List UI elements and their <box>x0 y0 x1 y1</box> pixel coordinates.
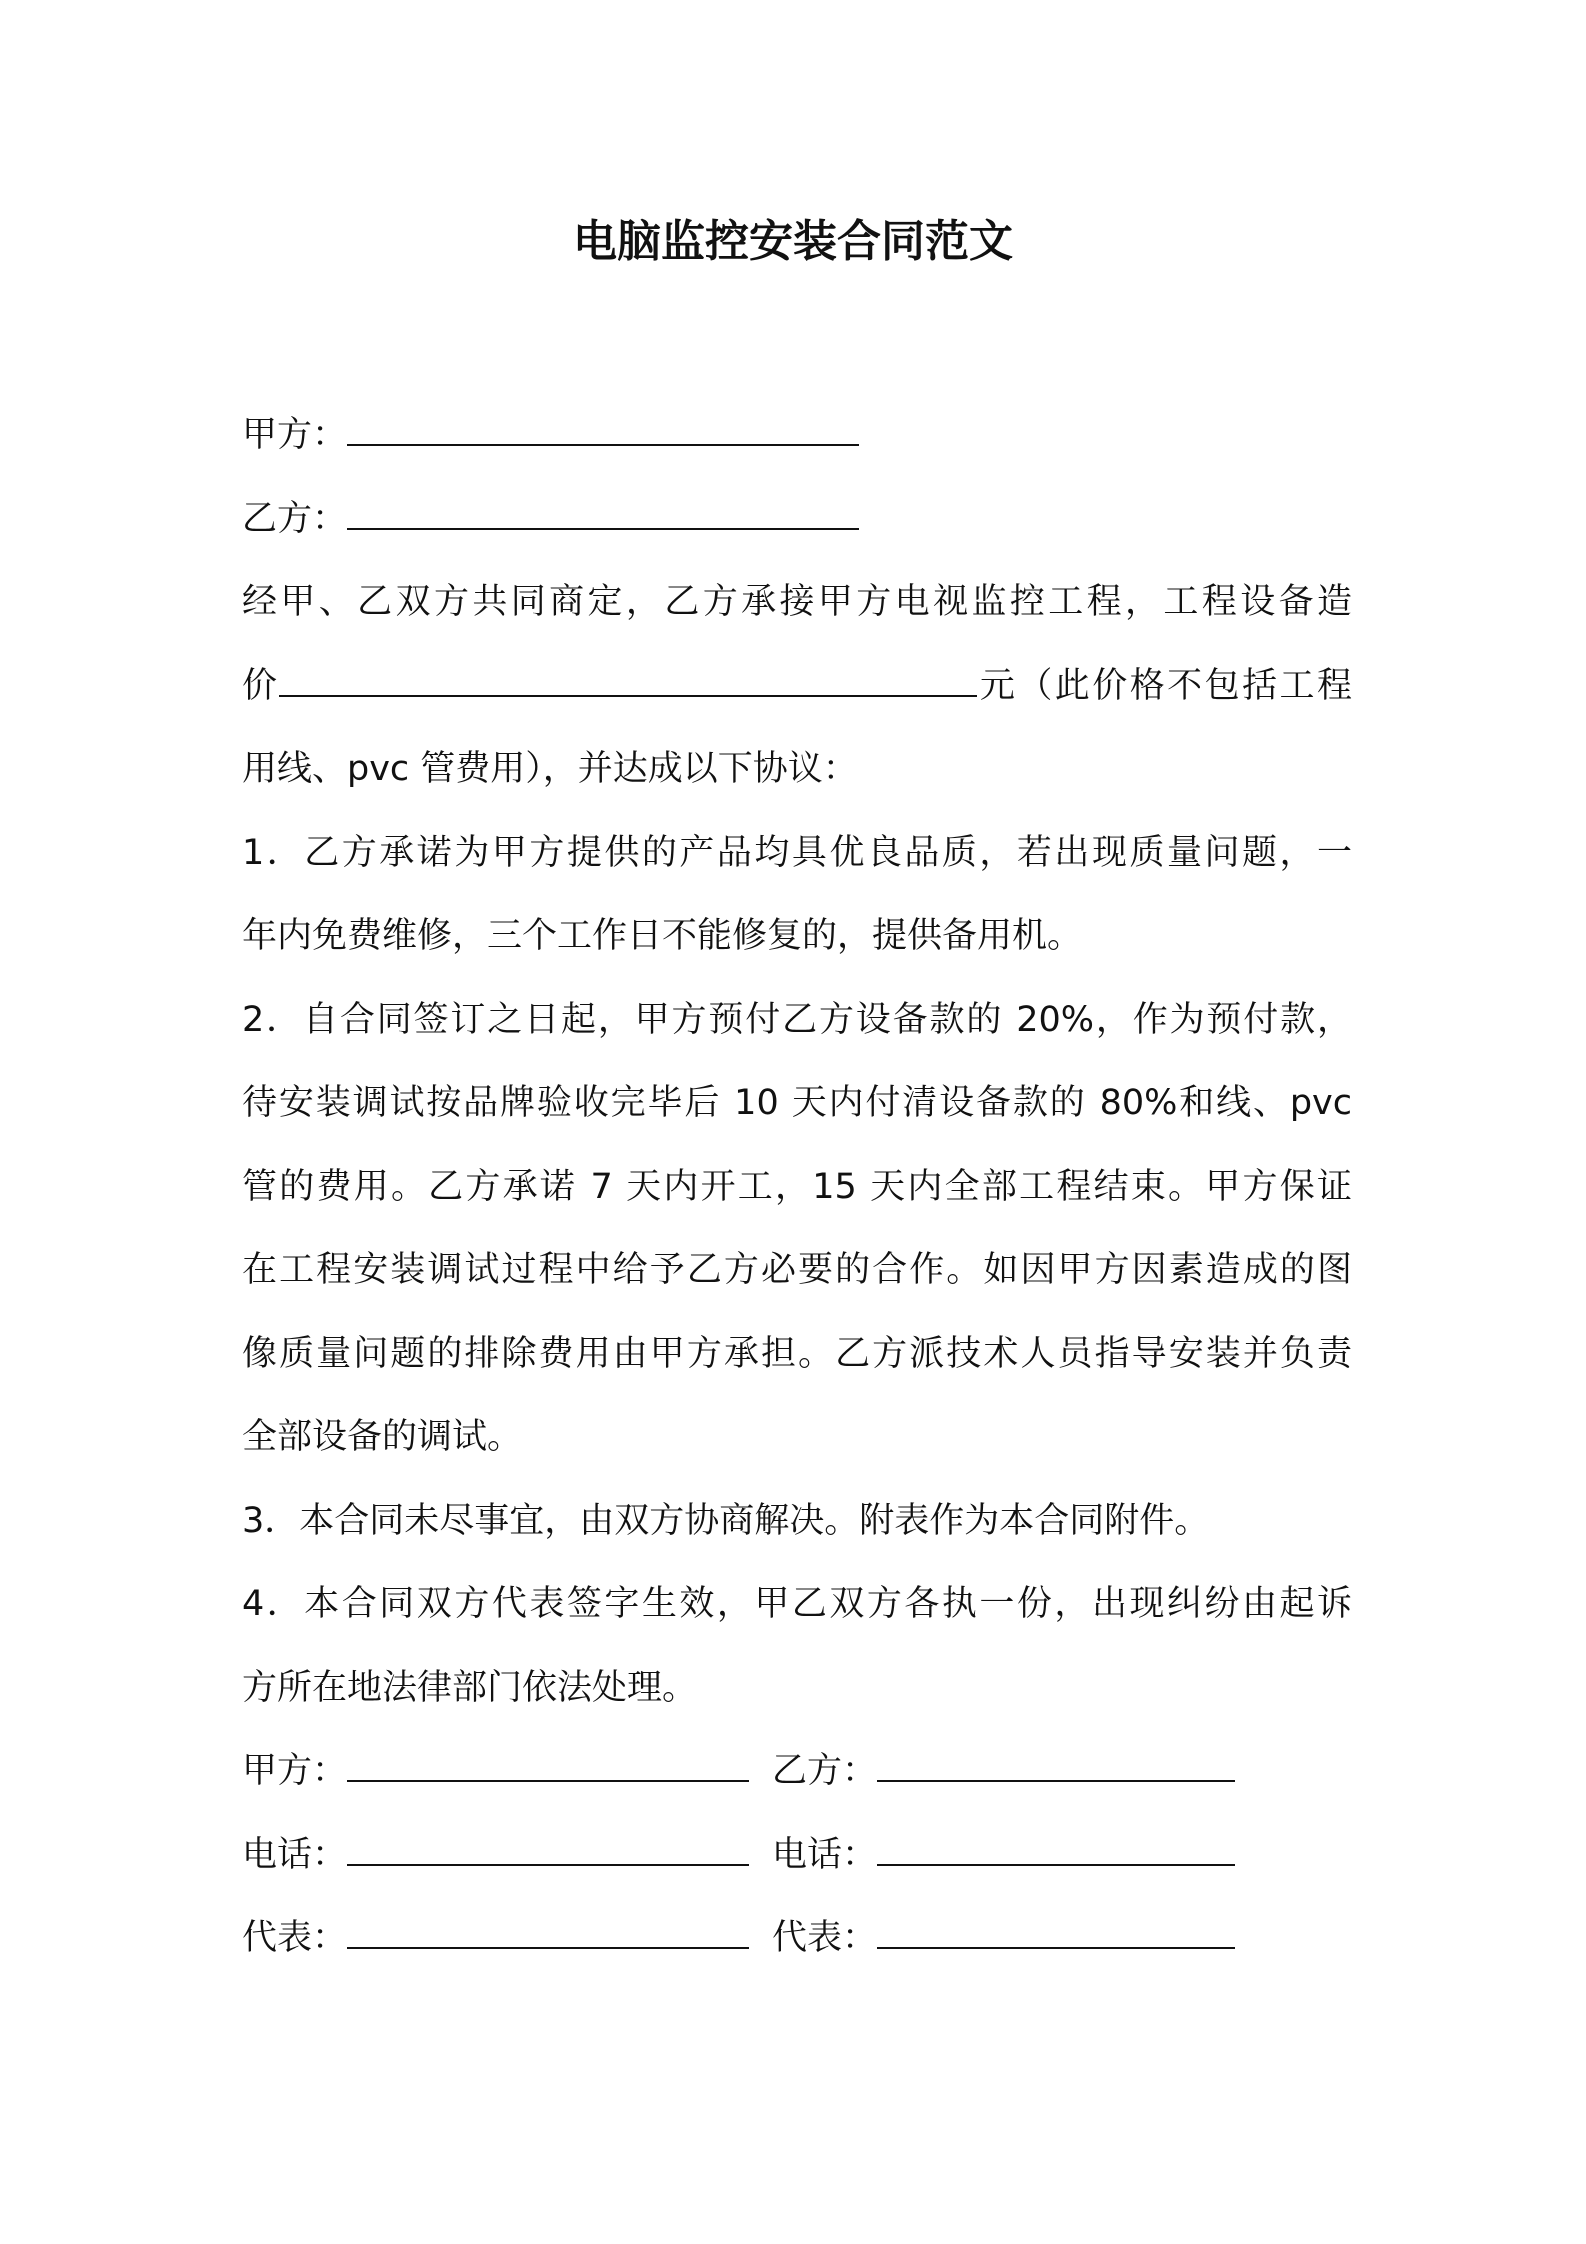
clause-4-line-1: 4．本合同双方代表签字生效，甲乙双方各执一份，出现纠纷由起诉 <box>242 1584 1352 1624</box>
party-a-line <box>242 405 1352 489</box>
clause-2-line-6: 全部设备的调试。 <box>242 1417 523 1457</box>
document-title: 电脑监控安装合同范文 <box>573 216 1013 267</box>
intro-line-3: 用线、pvc 管费用），并达成以下协议： <box>242 749 858 789</box>
clause-2-line-3: 管的费用。乙方承诺 7 天内开工，15 天内全部工程结束。甲方保证 <box>242 1166 1352 1207</box>
clause-2-line-2: 待安装调试按品牌验收完毕后 10 天内付清设备款的 80%和线、pvc <box>242 1083 1352 1123</box>
party-b-line <box>242 489 1352 573</box>
intro-line-2 <box>242 656 1352 740</box>
signature-rep-a-label: 代表： <box>242 1918 348 1958</box>
signature-rep-b-label: 代表： <box>772 1918 878 1958</box>
party-b-blank <box>347 502 859 530</box>
signature-phone-b-blank <box>877 1838 1235 1866</box>
intro-line-1: 经甲、乙双方共同商定，乙方承接甲方电视监控工程，工程设备造 <box>242 582 1352 622</box>
clause-1-line-2: 年内免费维修，三个工作日不能修复的，提供备用机。 <box>242 916 1083 956</box>
clause-3-line-1: 3．本合同未尽事宜，由双方协商解决。附表作为本合同附件。 <box>242 1500 1210 1541</box>
clause-2-line-5: 像质量问题的排除费用由甲方承担。乙方派技术人员指导安装并负责 <box>242 1333 1352 1374</box>
signature-party-a-blank <box>347 1754 749 1782</box>
signature-row-party <box>242 1741 1352 1825</box>
signature-rep-a <box>242 1908 749 1968</box>
signature-party-b <box>772 1741 1235 1801</box>
signature-party-a-label: 甲方： <box>242 1751 348 1791</box>
signature-party-b-label: 乙方： <box>772 1751 878 1791</box>
clause-4-line-2: 方所在地法律部门依法处理。 <box>242 1667 698 1708</box>
clause-2-line-4: 在工程安装调试过程中给予乙方必要的合作。如因甲方因素造成的图 <box>242 1250 1352 1290</box>
price-suffix: 元（此价格不包括工程 <box>977 665 1352 706</box>
signature-phone-a-label: 电话： <box>242 1834 348 1875</box>
signature-phone-b-label: 电话： <box>772 1834 878 1875</box>
price-prefix: 价 <box>242 665 280 706</box>
signature-rep-b-blank <box>877 1921 1235 1949</box>
signature-row-representative <box>242 1908 1352 1992</box>
signature-row-phone <box>242 1825 1352 1909</box>
signature-party-a <box>242 1741 749 1801</box>
signature-phone-a <box>242 1825 749 1885</box>
party-a-label: 甲方： <box>242 415 348 455</box>
signature-party-b-blank <box>877 1754 1235 1782</box>
party-b-label: 乙方： <box>242 498 348 539</box>
signature-phone-a-blank <box>347 1838 749 1866</box>
signature-rep-a-blank <box>347 1921 749 1949</box>
signature-phone-b <box>772 1825 1235 1885</box>
clause-1-line-1: 1．乙方承诺为甲方提供的产品均具优良品质，若出现质量问题，一 <box>242 832 1352 873</box>
party-a-blank <box>347 418 859 446</box>
clause-2-line-1: 2．自合同签订之日起，甲方预付乙方设备款的 20%，作为预付款， <box>242 999 1352 1040</box>
document-body <box>242 405 1352 1992</box>
signature-rep-b <box>772 1908 1235 1968</box>
price-blank <box>279 669 977 697</box>
